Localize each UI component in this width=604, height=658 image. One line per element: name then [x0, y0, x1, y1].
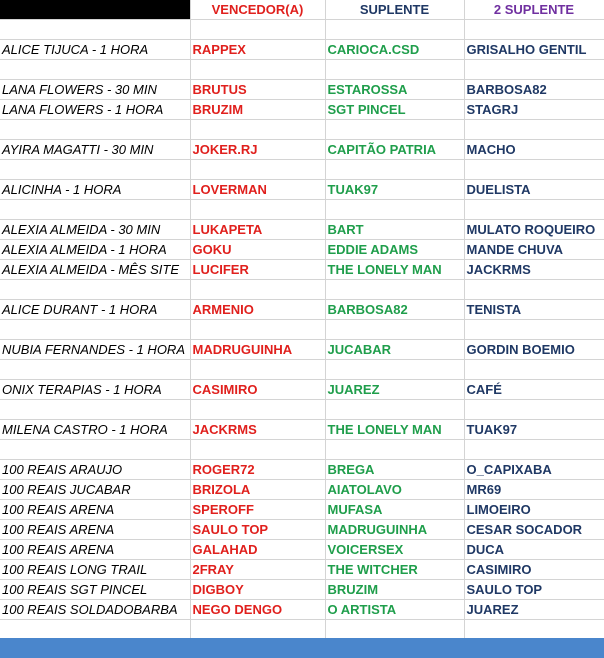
cell-winner[interactable]: [190, 400, 325, 420]
cell-winner[interactable]: [190, 620, 325, 640]
cell-substitute[interactable]: [325, 360, 464, 380]
cell-winner[interactable]: BRUTUS: [190, 80, 325, 100]
header-black-cell[interactable]: [0, 0, 190, 20]
cell-name[interactable]: 100 REAIS SOLDADOBARBA: [0, 600, 190, 620]
cell-second-substitute[interactable]: GORDIN BOEMIO: [464, 340, 604, 360]
cell-second-substitute[interactable]: BARBOSA82: [464, 80, 604, 100]
cell-substitute[interactable]: SGT PINCEL: [325, 100, 464, 120]
cell-second-substitute[interactable]: [464, 160, 604, 180]
table-row: [0, 580, 604, 600]
cell-winner[interactable]: [190, 20, 325, 40]
cell-substitute[interactable]: CARIOCA.CSD: [325, 40, 464, 60]
cell-second-substitute[interactable]: DUELISTA: [464, 180, 604, 200]
cell-substitute[interactable]: O ARTISTA: [325, 600, 464, 620]
cell-name[interactable]: 100 REAIS JUCABAR: [0, 480, 190, 500]
cell-second-substitute[interactable]: SAULO TOP: [464, 580, 604, 600]
cell-second-substitute[interactable]: [464, 440, 604, 460]
cell-second-substitute[interactable]: MR69: [464, 480, 604, 500]
table-row: [0, 220, 604, 240]
cell-winner[interactable]: LOVERMAN: [190, 180, 325, 200]
cell-second-substitute[interactable]: MULATO ROQUEIRO: [464, 220, 604, 240]
table-row: [0, 620, 604, 640]
cell-substitute[interactable]: MADRUGUINHA: [325, 520, 464, 540]
cell-name[interactable]: 100 REAIS ARAUJO: [0, 460, 190, 480]
cell-winner[interactable]: CASIMIRO: [190, 380, 325, 400]
cell-name[interactable]: [0, 360, 190, 380]
cell-second-substitute[interactable]: [464, 60, 604, 80]
cell-substitute[interactable]: [325, 20, 464, 40]
cell-name[interactable]: [0, 160, 190, 180]
cell-substitute[interactable]: BREGA: [325, 460, 464, 480]
cell-name[interactable]: [0, 320, 190, 340]
cell-name[interactable]: [0, 60, 190, 80]
cell-second-substitute[interactable]: TUAK97: [464, 420, 604, 440]
cell-name[interactable]: AYIRA MAGATTI - 30 MIN: [0, 140, 190, 160]
cell-second-substitute[interactable]: [464, 620, 604, 640]
cell-name[interactable]: 100 REAIS ARENA: [0, 520, 190, 540]
cell-substitute[interactable]: [325, 200, 464, 220]
cell-substitute[interactable]: [325, 440, 464, 460]
table-row: [0, 260, 604, 280]
table-row: [0, 520, 604, 540]
cell-second-substitute[interactable]: [464, 280, 604, 300]
cell-winner[interactable]: MADRUGUINHA: [190, 340, 325, 360]
header-substitute[interactable]: SUPLENTE: [325, 0, 464, 20]
table-row: [0, 480, 604, 500]
cell-second-substitute[interactable]: GRISALHO GENTIL: [464, 40, 604, 60]
cell-substitute[interactable]: THE WITCHER: [325, 560, 464, 580]
cell-second-substitute[interactable]: O_CAPIXABA: [464, 460, 604, 480]
cell-substitute[interactable]: CAPITÃO PATRIA: [325, 140, 464, 160]
cell-name[interactable]: ALEXIA ALMEIDA - 30 MIN: [0, 220, 190, 240]
cell-second-substitute[interactable]: LIMOEIRO: [464, 500, 604, 520]
table-row: [0, 100, 604, 120]
header-second-substitute[interactable]: 2 SUPLENTE: [464, 0, 604, 20]
table-row: [0, 320, 604, 340]
cell-name[interactable]: [0, 400, 190, 420]
table-row: [0, 300, 604, 320]
cell-second-substitute[interactable]: [464, 200, 604, 220]
table-row: [0, 140, 604, 160]
cell-winner[interactable]: [190, 120, 325, 140]
cell-substitute[interactable]: EDDIE ADAMS: [325, 240, 464, 260]
cell-name[interactable]: [0, 440, 190, 460]
cell-substitute[interactable]: [325, 280, 464, 300]
cell-substitute[interactable]: BARBOSA82: [325, 300, 464, 320]
cell-name[interactable]: ALICINHA - 1 HORA: [0, 180, 190, 200]
cell-second-substitute[interactable]: CASIMIRO: [464, 560, 604, 580]
cell-substitute[interactable]: THE LONELY MAN: [325, 420, 464, 440]
cell-substitute[interactable]: [325, 320, 464, 340]
cell-second-substitute[interactable]: TENISTA: [464, 300, 604, 320]
cell-winner[interactable]: 2FRAY: [190, 560, 325, 580]
cell-substitute[interactable]: MUFASA: [325, 500, 464, 520]
table-row: [0, 400, 604, 420]
cell-name[interactable]: [0, 200, 190, 220]
cell-substitute[interactable]: [325, 60, 464, 80]
cell-name[interactable]: ALICE DURANT - 1 HORA: [0, 300, 190, 320]
cell-winner[interactable]: LUCIFER: [190, 260, 325, 280]
table-row: [0, 40, 604, 60]
table-row: [0, 420, 604, 440]
cell-winner[interactable]: [190, 60, 325, 80]
cell-second-substitute[interactable]: DUCA: [464, 540, 604, 560]
cell-second-substitute[interactable]: CESAR SOCADOR: [464, 520, 604, 540]
cell-name[interactable]: ALEXIA ALMEIDA - MÊS SITE: [0, 260, 190, 280]
cell-winner[interactable]: [190, 440, 325, 460]
header-winner[interactable]: VENCEDOR(A): [190, 0, 325, 20]
cell-winner[interactable]: DIGBOY: [190, 580, 325, 600]
cell-name[interactable]: 100 REAIS SGT PINCEL: [0, 580, 190, 600]
cell-name[interactable]: ONIX TERAPIAS - 1 HORA: [0, 380, 190, 400]
table-row: [0, 280, 604, 300]
cell-substitute[interactable]: JUCABAR: [325, 340, 464, 360]
cell-name[interactable]: ALEXIA ALMEIDA - 1 HORA: [0, 240, 190, 260]
table-row: [0, 360, 604, 380]
cell-second-substitute[interactable]: MANDE CHUVA: [464, 240, 604, 260]
table-row: [0, 440, 604, 460]
cell-name[interactable]: [0, 20, 190, 40]
cell-substitute[interactable]: ESTAROSSA: [325, 80, 464, 100]
cell-substitute[interactable]: AIATOLAVO: [325, 480, 464, 500]
cell-second-substitute[interactable]: STAGRJ: [464, 100, 604, 120]
cell-winner[interactable]: [190, 320, 325, 340]
cell-second-substitute[interactable]: [464, 400, 604, 420]
cell-winner[interactable]: ROGER72: [190, 460, 325, 480]
cell-name[interactable]: 100 REAIS LONG TRAIL: [0, 560, 190, 580]
cell-winner[interactable]: GALAHAD: [190, 540, 325, 560]
table-row: [0, 20, 604, 40]
cell-name[interactable]: [0, 280, 190, 300]
cell-winner[interactable]: SAULO TOP: [190, 520, 325, 540]
cell-substitute[interactable]: [325, 400, 464, 420]
table-row: [0, 60, 604, 80]
table-row: [0, 380, 604, 400]
table-row: [0, 500, 604, 520]
cell-name[interactable]: MILENA CASTRO - 1 HORA: [0, 420, 190, 440]
cell-winner[interactable]: NEGO DENGO: [190, 600, 325, 620]
cell-winner[interactable]: SPEROFF: [190, 500, 325, 520]
cell-substitute[interactable]: THE LONELY MAN: [325, 260, 464, 280]
cell-winner[interactable]: JOKER.RJ: [190, 140, 325, 160]
cell-winner[interactable]: ARMENIO: [190, 300, 325, 320]
table-row: [0, 80, 604, 100]
cell-second-substitute[interactable]: [464, 120, 604, 140]
table-row: [0, 160, 604, 180]
cell-substitute[interactable]: BART: [325, 220, 464, 240]
cell-substitute[interactable]: [325, 160, 464, 180]
cell-name[interactable]: [0, 120, 190, 140]
table-row: [0, 340, 604, 360]
table-row: [0, 560, 604, 580]
cell-winner[interactable]: [190, 280, 325, 300]
bottom-bar: [0, 638, 604, 658]
table-row: [0, 460, 604, 480]
table-row: [0, 200, 604, 220]
cell-name[interactable]: 100 REAIS ARENA: [0, 540, 190, 560]
cell-second-substitute[interactable]: MACHO: [464, 140, 604, 160]
header-row: [0, 0, 604, 20]
cell-winner[interactable]: BRIZOLA: [190, 480, 325, 500]
cell-substitute[interactable]: VOICERSEX: [325, 540, 464, 560]
cell-name[interactable]: NUBIA FERNANDES - 1 HORA: [0, 340, 190, 360]
cell-winner[interactable]: JACKRMS: [190, 420, 325, 440]
table-row: [0, 540, 604, 560]
cell-winner[interactable]: RAPPEX: [190, 40, 325, 60]
table-row: [0, 240, 604, 260]
cell-substitute[interactable]: [325, 120, 464, 140]
cell-second-substitute[interactable]: CAFÉ: [464, 380, 604, 400]
cell-second-substitute[interactable]: JACKRMS: [464, 260, 604, 280]
cell-second-substitute[interactable]: [464, 360, 604, 380]
cell-winner[interactable]: LUKAPETA: [190, 220, 325, 240]
cell-substitute[interactable]: JUAREZ: [325, 380, 464, 400]
cell-second-substitute[interactable]: [464, 20, 604, 40]
cell-name[interactable]: ALICE TIJUCA - 1 HORA: [0, 40, 190, 60]
cell-substitute[interactable]: TUAK97: [325, 180, 464, 200]
cell-name[interactable]: LANA FLOWERS - 1 HORA: [0, 100, 190, 120]
cell-substitute[interactable]: BRUZIM: [325, 580, 464, 600]
cell-winner[interactable]: [190, 360, 325, 380]
cell-name[interactable]: [0, 620, 190, 640]
cell-second-substitute[interactable]: JUAREZ: [464, 600, 604, 620]
cell-winner[interactable]: [190, 200, 325, 220]
cell-winner[interactable]: BRUZIM: [190, 100, 325, 120]
cell-winner[interactable]: GOKU: [190, 240, 325, 260]
cell-second-substitute[interactable]: [464, 320, 604, 340]
cell-winner[interactable]: [190, 160, 325, 180]
cell-substitute[interactable]: [325, 620, 464, 640]
cell-name[interactable]: 100 REAIS ARENA: [0, 500, 190, 520]
table-row: [0, 120, 604, 140]
table-row: [0, 600, 604, 620]
table-body: [0, 20, 604, 640]
table-row: [0, 180, 604, 200]
cell-name[interactable]: LANA FLOWERS - 30 MIN: [0, 80, 190, 100]
